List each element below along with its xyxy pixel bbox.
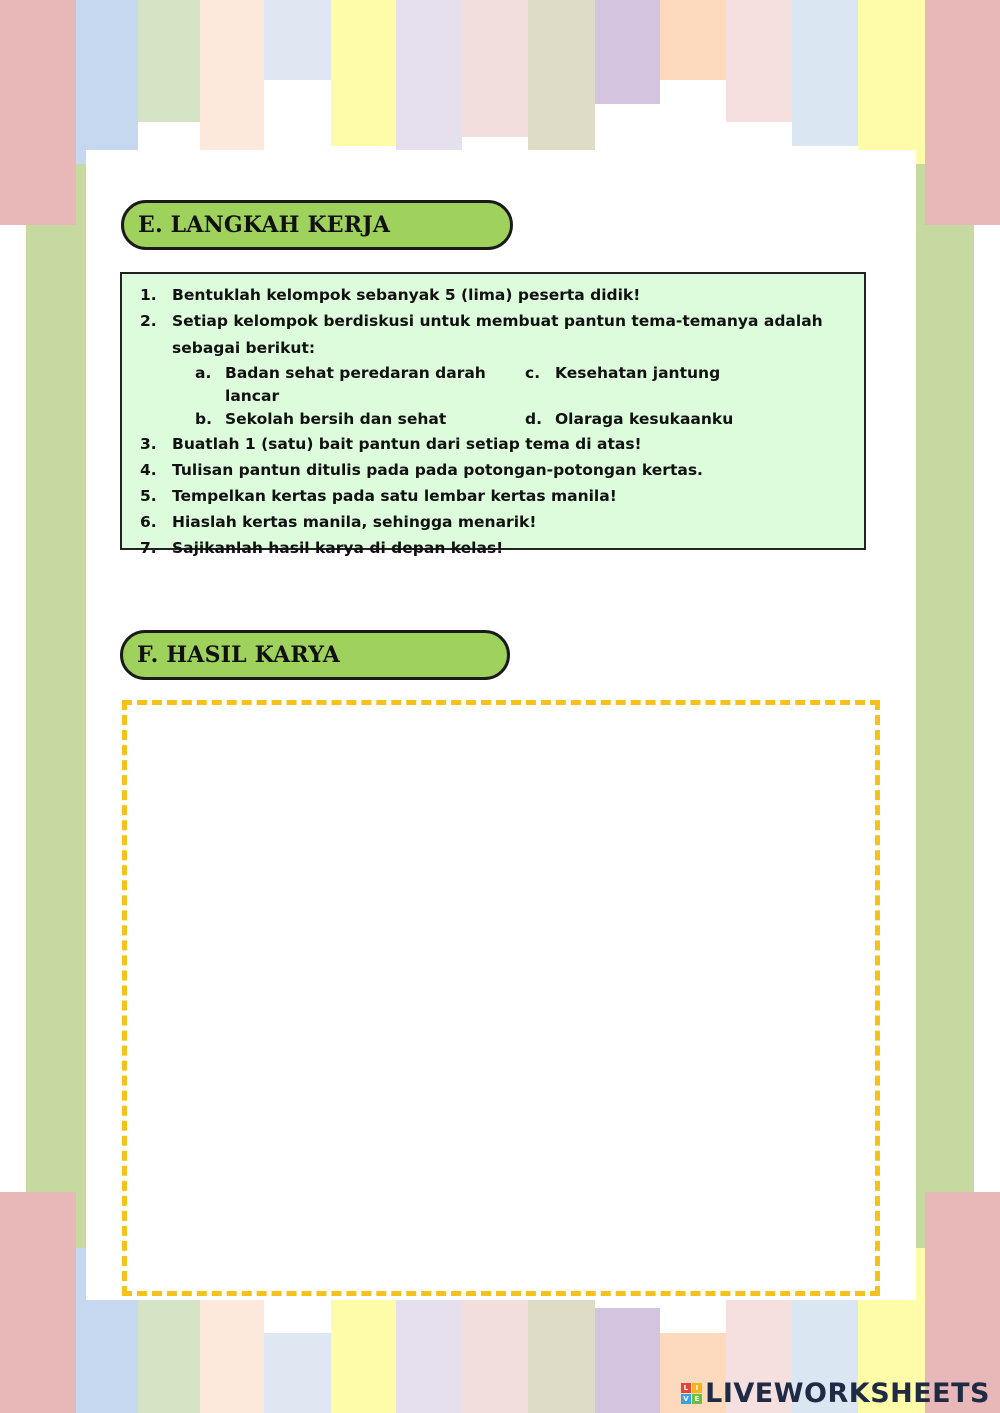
- step-text: Bentuklah kelompok sebanyak 5 (lima) peserta didik!: [172, 286, 641, 304]
- step-number: 4.: [140, 461, 157, 479]
- theme-text: Sekolah bersih dan sehat: [225, 410, 447, 428]
- logo-text: LIVEWORKSHEETS: [705, 1378, 990, 1409]
- theme-letter: c.: [525, 364, 541, 382]
- section-f-title: F. HASIL KARYA: [137, 642, 340, 668]
- theme-letter: d.: [525, 410, 542, 428]
- step-item: [140, 535, 846, 561]
- theme-list: [195, 362, 846, 431]
- left-border-band: [26, 160, 86, 1250]
- section-e-heading: [121, 200, 513, 250]
- result-drop-area[interactable]: [122, 700, 880, 1296]
- step-number: 1.: [140, 286, 157, 304]
- logo-mark-letter: V: [681, 1394, 691, 1404]
- theme-item: [195, 362, 525, 408]
- step-number: 6.: [140, 513, 157, 531]
- liveworksheets-logo: [681, 1378, 990, 1409]
- steps-box: [120, 272, 866, 557]
- theme-text: Badan sehat peredaran darah lancar: [225, 364, 486, 405]
- step-text: Buatlah 1 (satu) bait pantun dari setiap tema di atas!: [172, 435, 642, 453]
- step-item: [140, 282, 846, 308]
- step-text: Tulisan pantun ditulis pada pada potongan-potongan kertas.: [172, 461, 703, 479]
- step-number: 3.: [140, 435, 157, 453]
- logo-mark-icon: [681, 1383, 702, 1404]
- step-number: 2.: [140, 312, 157, 330]
- section-e-title: E. LANGKAH KERJA: [138, 212, 391, 238]
- logo-mark-letter: I: [692, 1383, 702, 1393]
- theme-text: Kesehatan jantung: [555, 364, 721, 382]
- step-number: 7.: [140, 539, 157, 557]
- section-f-heading: [120, 630, 510, 680]
- logo-mark-letter: L: [681, 1383, 691, 1393]
- step-item: [140, 431, 846, 457]
- step-text: Tempelkan kertas pada satu lembar kertas manila!: [172, 487, 617, 505]
- step-number: 5.: [140, 487, 157, 505]
- step-text: Hiaslah kertas manila, sehingga menarik!: [172, 513, 537, 531]
- step-item: [140, 308, 846, 362]
- step-text: Setiap kelompok berdiskusi untuk membuat pantun tema-temanya adalah sebagai berikut:: [172, 312, 823, 357]
- step-item: [140, 509, 846, 535]
- right-border-band: [916, 160, 974, 1250]
- theme-letter: b.: [195, 410, 212, 428]
- step-item: [140, 483, 846, 509]
- theme-letter: a.: [195, 364, 212, 382]
- theme-item: [525, 362, 825, 408]
- theme-item: [195, 408, 525, 431]
- theme-text: Olaraga kesukaanku: [555, 410, 734, 428]
- logo-mark-letter: E: [692, 1394, 702, 1404]
- step-text: Sajikanlah hasil karya di depan kelas!: [172, 539, 504, 557]
- theme-item: [525, 408, 825, 431]
- step-item: [140, 457, 846, 483]
